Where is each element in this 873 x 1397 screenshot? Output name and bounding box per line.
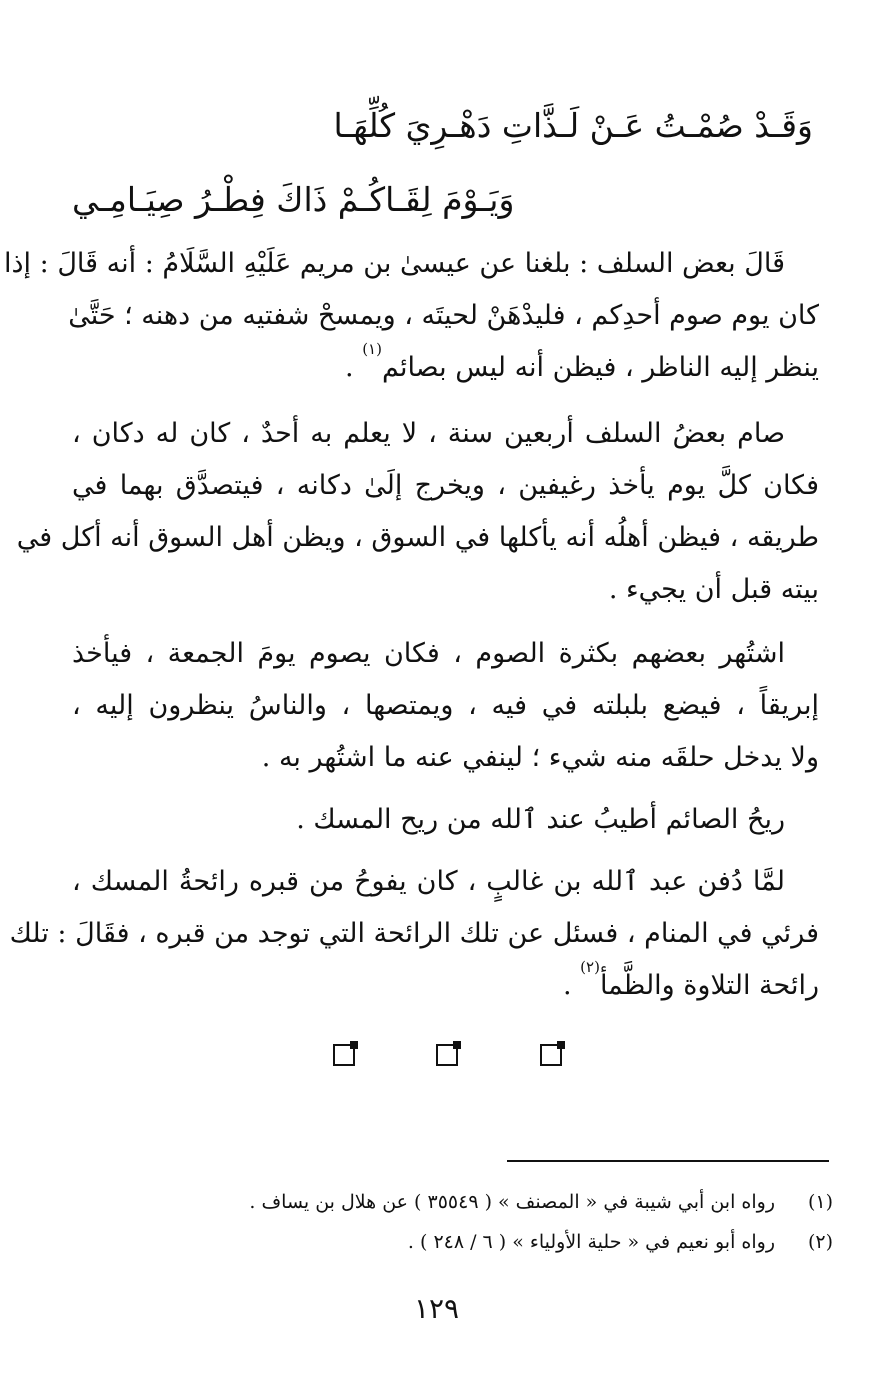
- square-ornament-icon: [333, 1044, 355, 1066]
- paragraph-line: [72, 960, 819, 1012]
- paragraph-line-text: رائحة التلاوة والظَّمأ: [599, 970, 819, 1001]
- footnote-number: (٢): [807, 1231, 833, 1253]
- paragraph-line: فكان كلَّ يوم يأخذ رغيفين ، ويخرج إلَىٰ دكانه ، فيتصدَّق بهما في: [72, 470, 819, 501]
- footnote-number: (١): [807, 1191, 833, 1213]
- paragraph-line: [72, 342, 819, 394]
- paragraph-4: [72, 794, 819, 846]
- paragraph-line: كان يوم صوم أحدِكم ، فليدْهَنْ لحيتَه ، ويمسحْ شفتيه من دهنه ؛ حَتَّىٰ: [68, 300, 819, 331]
- footnote-text: رواه أبو نعيم في « حلية الأولياء » ( ٦ / ٢٤٨ ) .: [407, 1231, 775, 1253]
- footnote-marker: (٢): [580, 958, 600, 976]
- paragraph-5: [9, 856, 819, 1012]
- footnote-divider: [507, 1160, 829, 1162]
- footnote-item: [60, 1182, 833, 1222]
- paragraph-line: فرئي في المنام ، فسئل عن تلك الرائحة التي توجد من قبره ، فقَالَ : تلك: [9, 918, 819, 949]
- paragraph-line: ولا يدخل حلقَه منه شيء ؛ لينفي عنه ما اشتُهر به .: [261, 742, 819, 773]
- paragraph-line: طريقه ، فيظن أهلُه أنه يأكلها في السوق ، ويظن أهل السوق أنه أكل في: [16, 522, 819, 553]
- paragraph-1: [4, 238, 819, 394]
- paragraph-line-end: .: [563, 970, 581, 1001]
- paragraph-line: إبريقاً ، فيضع بلبلته في فيه ، ويمتصها ، والناسُ ينظرون إليه ،: [72, 690, 819, 721]
- paragraph-line: قَالَ بعض السلف : بلغنا عن عيسىٰ بن مريم عَلَيْهِ السَّلَامُ : أنه قَالَ : إذا: [4, 248, 785, 279]
- footnote-item: [60, 1222, 833, 1262]
- paragraph-line: لمَّا دُفن عبد ٱلله بن غالبٍ ، كان يفوحُ من قبره رائحةُ المسك ،: [72, 866, 785, 897]
- paragraph-3: [72, 628, 819, 784]
- page-number: ١٢٩: [413, 1292, 460, 1325]
- section-separator: [0, 1044, 873, 1074]
- paragraph-line: صام بعضُ السلف أربعين سنة ، لا يعلم به أحدٌ ، كان له دكان ،: [72, 418, 785, 449]
- footnote-marker: (١): [362, 340, 382, 358]
- square-ornament-icon: [540, 1044, 562, 1066]
- paragraph-2: [16, 408, 819, 616]
- paragraph-line: اشتُهر بعضهم بكثرة الصوم ، فكان يصوم يومَ الجمعة ، فيأخذ: [72, 638, 785, 669]
- paragraph-line: بيته قبل أن يجيء .: [608, 574, 819, 605]
- footnote-text: رواه ابن أبي شيبة في « المصنف » ( ٣٥٥٤٩ ) عن هلال بن يساف .: [249, 1191, 775, 1213]
- paragraph-line-end: .: [345, 352, 363, 383]
- footnotes: [60, 1182, 833, 1262]
- paragraph-line-text: ينظر إليه الناظر ، فيظن أنه ليس بصائم: [381, 352, 819, 383]
- poem-verse-1: وَقَـدْ صُمْـتُ عَـنْ لَـذَّاتِ دَهْـرِيَ كُلِّهَـا: [333, 106, 813, 145]
- poem-verse-2: وَيَـوْمَ لِقَـاكُـمْ ذَاكَ فِطْـرُ صِيَـامِـي: [72, 180, 515, 219]
- square-ornament-icon: [436, 1044, 458, 1066]
- paragraph-line: ريحُ الصائم أطيبُ عند ٱلله من ريح المسك .: [296, 804, 785, 835]
